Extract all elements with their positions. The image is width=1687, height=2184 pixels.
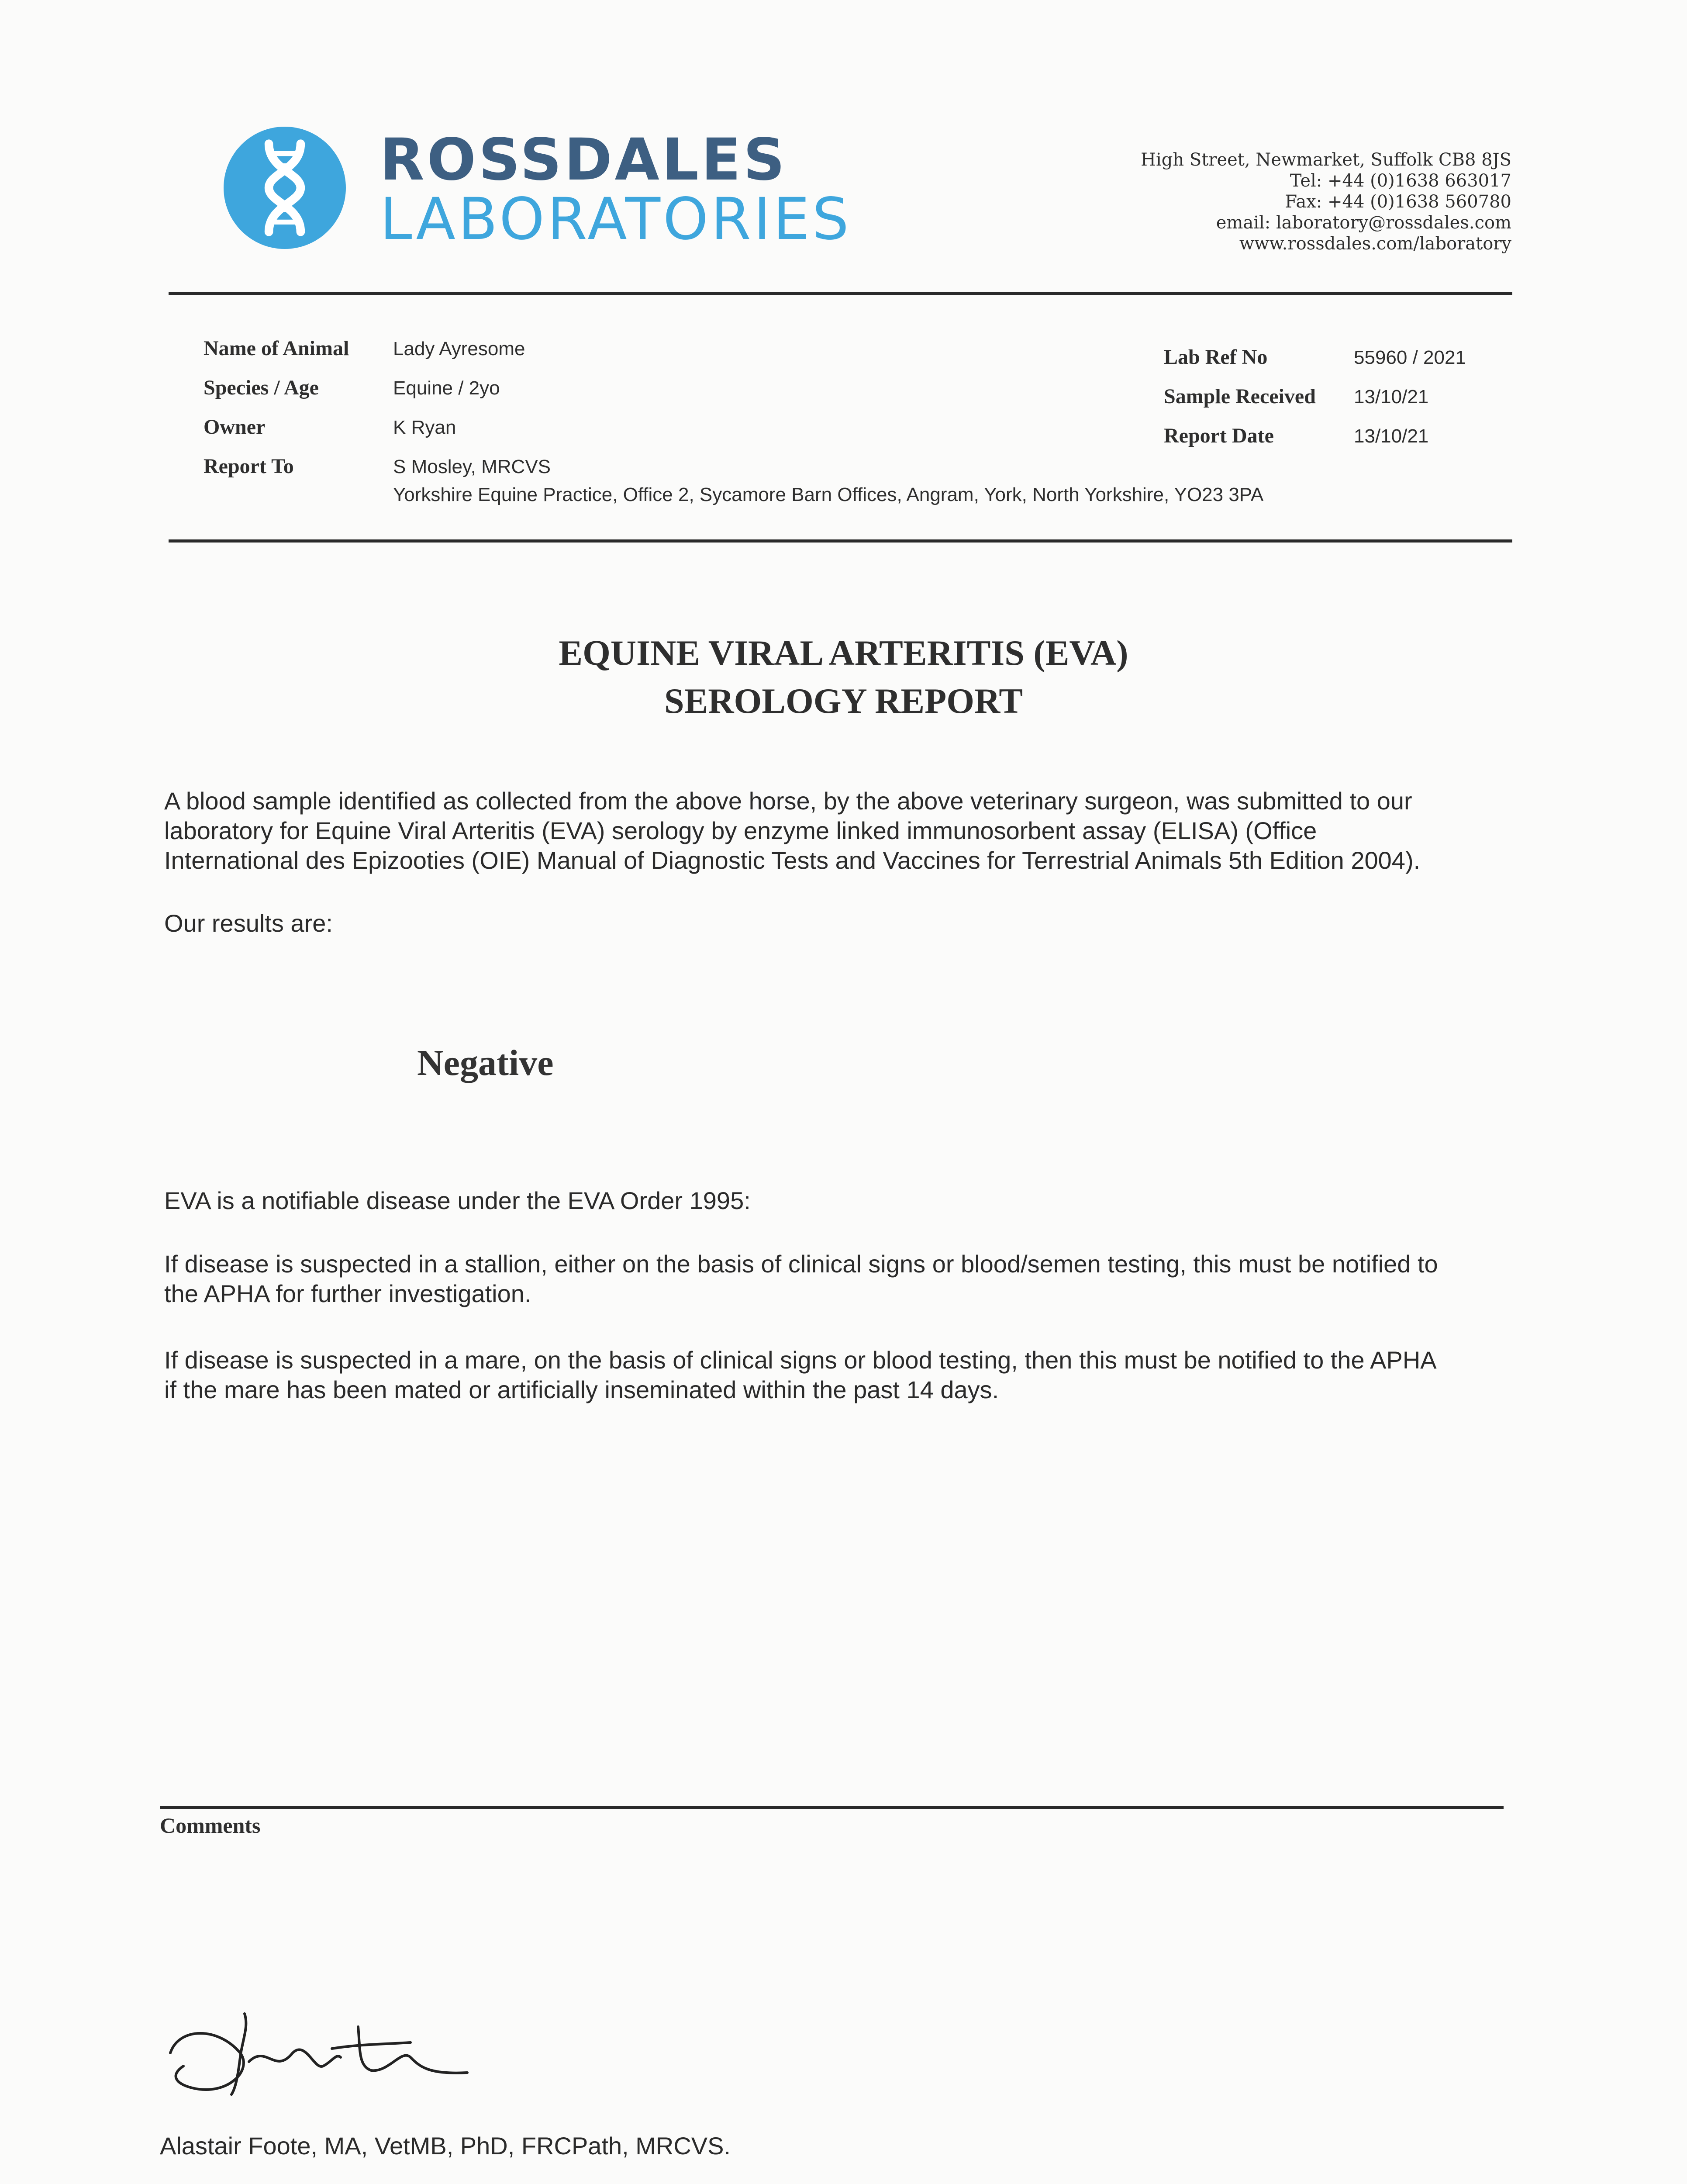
report-to-value: S Mosley, MRCVS bbox=[393, 456, 551, 477]
results-intro: Our results are: bbox=[164, 909, 333, 937]
contact-block bbox=[1141, 149, 1511, 254]
contact-address: High Street, Newmarket, Suffolk CB8 8JS bbox=[1141, 150, 1511, 170]
contact-tel: Tel: +44 (0)1638 663017 bbox=[1290, 171, 1511, 191]
intro-line: laboratory for Equine Viral Arteritis (EVA) serology by enzyme linked immunosorbent assay (ELISA) (Office bbox=[164, 817, 1317, 844]
report-date-value: 13/10/21 bbox=[1354, 425, 1429, 447]
owner-value: K Ryan bbox=[393, 417, 456, 438]
sample-received-value: 13/10/21 bbox=[1354, 386, 1429, 408]
report-title-line-2: SEROLOGY REPORT bbox=[664, 681, 1023, 721]
mare-paragraph bbox=[164, 1345, 1437, 1405]
animal-name-label: Name of Animal bbox=[204, 337, 349, 360]
mare-line: if the mare has been mated or artificially inseminated within the past 14 days. bbox=[164, 1376, 999, 1403]
report-title-line-1: EQUINE VIRAL ARTERITIS (EVA) bbox=[559, 633, 1128, 673]
brand-line-2: LABORATORIES bbox=[380, 186, 852, 253]
brand-wordmark bbox=[380, 126, 852, 253]
owner-label: Owner bbox=[204, 415, 266, 439]
dna-logo-icon bbox=[224, 127, 346, 249]
stallion-line: If disease is suspected in a stallion, either on the basis of clinical signs or blood/semen testing, this must be notified to bbox=[164, 1250, 1438, 1278]
sample-received-label: Sample Received bbox=[1164, 385, 1316, 408]
stallion-line: the APHA for further investigation. bbox=[164, 1280, 531, 1307]
species-age-label: Species / Age bbox=[204, 376, 319, 399]
report-to-label: Report To bbox=[204, 455, 294, 478]
species-age-value: Equine / 2yo bbox=[393, 377, 500, 399]
stallion-paragraph bbox=[164, 1249, 1438, 1309]
signature-image bbox=[166, 2001, 515, 2105]
contact-email: email: laboratory@rossdales.com bbox=[1216, 213, 1511, 233]
intro-line: International des Epizooties (OIE) Manual of Diagnostic Tests and Vaccines for Terrestrial Animals 5th Edition 2004). bbox=[164, 847, 1421, 874]
brand-line-1: ROSSDALES bbox=[380, 126, 788, 194]
lab-ref-value: 55960 / 2021 bbox=[1354, 347, 1466, 368]
intro-paragraph bbox=[164, 786, 1420, 875]
signatory-name: Alastair Foote, MA, VetMB, PhD, FRCPath, MRCVS. bbox=[160, 2132, 731, 2160]
lab-ref-label: Lab Ref No bbox=[1164, 346, 1268, 369]
animal-name-value: Lady Ayresome bbox=[393, 338, 525, 359]
comments-divider bbox=[160, 1806, 1504, 1809]
intro-line: A blood sample identified as collected from the above horse, by the above veterinary surgeon, was submitted to our bbox=[164, 787, 1412, 815]
mare-line: If disease is suspected in a mare, on the basis of clinical signs or blood testing, then this must be notified to the APHA bbox=[164, 1346, 1437, 1374]
report-date-label: Report Date bbox=[1164, 424, 1274, 447]
result-value: Negative bbox=[417, 1043, 554, 1083]
header-divider bbox=[169, 292, 1512, 295]
contact-fax: Fax: +44 (0)1638 560780 bbox=[1285, 192, 1511, 212]
contact-website: www.rossdales.com/laboratory bbox=[1239, 234, 1511, 254]
info-divider bbox=[169, 539, 1512, 543]
notifiable-statement: EVA is a notifiable disease under the EVA Order 1995: bbox=[164, 1187, 751, 1214]
comments-label: Comments bbox=[160, 1813, 261, 1838]
report-to-address: Yorkshire Equine Practice, Office 2, Sycamore Barn Offices, Angram, York, North Yorkshire, YO23 3PA bbox=[393, 484, 1264, 505]
report-title bbox=[0, 629, 1687, 725]
